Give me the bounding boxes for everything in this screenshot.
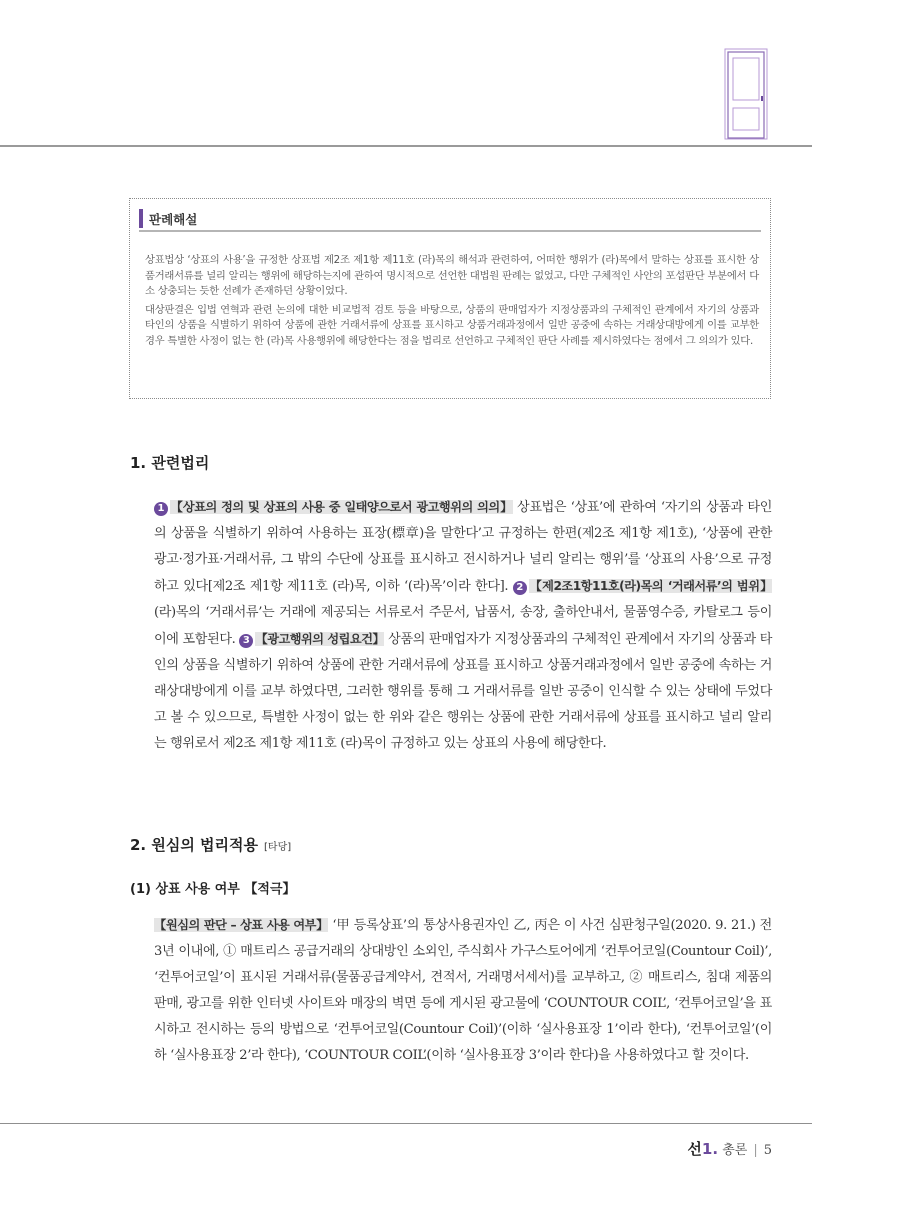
heading-highlight-2: 【제2조1항11호(라)목의 ‘거래서류’의 범위】 — [528, 579, 772, 593]
section-2-tag: [타당] — [264, 842, 292, 853]
number-badge-2: 2 — [513, 581, 527, 595]
section-1-title: 1. 관련법리 — [130, 454, 210, 472]
case-commentary-paragraph-1: 상표법상 ‘상표의 사용’을 규정한 상표법 제2조 제1항 제11호 (라)목의 해석과 관련하여, 어떠한 행위가 (라)목에서 말하는 상표를 표시한 상품거래서류를 널리 알리는 행위에 해당하는지에 관하여 명시적으로 선언한 대법원 판례는 없었고, 다만 구체적인 사안의 포섭판단 부분에서 다소 상충되는 듯한 선례가 존재하던 상황이었다. — [145, 254, 759, 297]
case-commentary-box — [129, 198, 771, 399]
case-commentary-paragraph-2: 대상판결은 입법 연혁과 관련 논의에 대한 비교법적 검토 등을 바탕으로, 상품의 판매업자가 지정상품과의 구체적인 관계에서 자기의 상품과 타인의 상품을 식별하기 위하여 상품에 관한 거래서류에 상표를 표시하고 상품거래과정에서 일반 공중에 속하는 거래상대방에게 이를 교부한 경우 특별한 사정이 없는 한 (라)목 사용행위에 해당한다는 점을 법리로 선언하고 구체적인 판단 사례를 제시하였다는 점에서 그 의의가 있다. — [145, 303, 759, 347]
section-2-title-text: 2. 원심의 법리적용 — [130, 836, 259, 854]
section-2-title — [130, 834, 291, 855]
case-commentary-body — [145, 253, 759, 352]
subsection-1-title: (1) 상표 사용 여부 【적극】 — [130, 882, 296, 897]
footer-section-number: 1. — [701, 1140, 719, 1158]
case-commentary-header — [139, 207, 761, 232]
accent-bar — [139, 209, 143, 228]
page-footer — [687, 1138, 772, 1159]
principle-text-1: 상표법은 ‘상표’에 관하여 ‘자기의 상품과 타인의 상품을 식별하기 위하여 사용하는 표장(標章)을 말한다’고 규정하는 한편(제2조 제1항 제1호), ‘상품에 관한 광고·정가표·거래서류, 그 밖의 수단에 상표를 표시하고 전시하거나 널리 알리는 행위’를 ‘상표의 사용’으로 규정하고 있다[제2조 제1항 제11호 (라)목, 이하 ‘(라)목’이라 한다]. — [154, 500, 772, 594]
page-number: 5 — [763, 1143, 772, 1158]
footer-separator: | — [753, 1143, 758, 1158]
case-commentary-title: 판례해설 — [149, 212, 198, 227]
door-icon — [724, 48, 768, 140]
lower-court-text: ‘甲 등록상표’의 통상사용권자인 乙, 丙은 이 사건 심판청구일(2020. 9. 21.) 전 3년 이내에, ① 매트리스 공급거래의 상대방인 소외인, 주식회사 가구스토어에게 ‘컨투어코일(Countour Coil)’, ‘컨투어코일’이 표시된 거래서류(물품공급계약서, 견적서, 거래명서세서)를 교부하고, ② 매트리스, 침대 제품의 판매, 광고를 위한 인터넷 사이트와 매장의 벽면 등에 게시된 광고물에 ‘COUNTOUR COIL’, ‘컨투어코일’을 표시하고 전시하는 등의 방법으로 ‘컨투어코일(Countour Coil)’(이하 ‘실사용표장 1’이라 한다), ‘컨투어코일’(이하 ‘실사용표장 2’라 한다), ‘COUNTOUR COIL’(이하 ‘실사용표장 3’이라 한다)을 사용하였다고 할 것이다. — [154, 918, 772, 1063]
footer-section-label: 선 — [687, 1140, 702, 1158]
principle-text-2: (라)목의 ‘거래서류’는 거래에 제공되는 서류로서 주문서, 납품서, 송장, 출하안내서, 물품영수증, 카탈로그 등이 이에 포함된다. — [154, 605, 772, 647]
number-badge-3: 3 — [239, 634, 253, 648]
legal-principle-paragraph — [154, 494, 772, 757]
number-badge-1: 1 — [154, 502, 168, 516]
footer-chapter: 총론 — [722, 1143, 748, 1158]
header-divider — [0, 145, 812, 147]
heading-highlight-4: 【원심의 판단 – 상표 사용 여부】 — [154, 918, 329, 932]
heading-highlight-1: 【상표의 정의 및 상표의 사용 중 일태양으로서 광고행위의 의의】 — [170, 500, 513, 514]
lower-court-paragraph — [154, 912, 772, 1069]
heading-highlight-3: 【광고행위의 성립요건】 — [255, 632, 385, 646]
principle-text-3: 상품의 판매업자가 지정상품과의 구체적인 관계에서 자기의 상품과 타인의 상품을 식별하기 위하여 상품에 관한 거래서류에 상표를 표시하고 상품거래과정에서 일반 공중에 속하는 거래상대방에게 이를 교부 하였다면, 그러한 행위를 통해 그 거래서류를 일반 공중이 인식할 수 있는 상태에 두었다고 볼 수 있으므로, 특별한 사정이 없는 한 위와 같은 행위는 상품에 관한 거래서류에 상표를 표시하고 널리 알리는 행위로서 제2조 제1항 제11호 (라)목이 규정하고 있는 상표의 사용에 해당한다. — [154, 632, 773, 751]
footer-divider — [0, 1123, 812, 1124]
